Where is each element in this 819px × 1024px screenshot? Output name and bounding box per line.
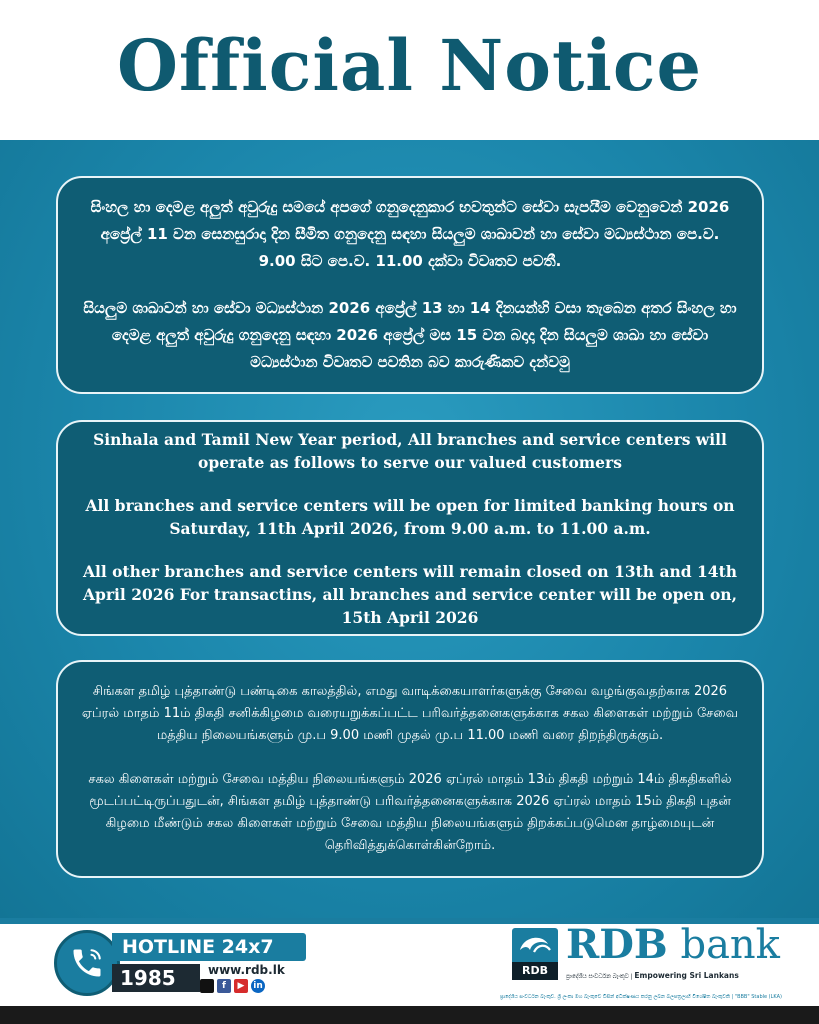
tamil-paragraph-1: சிங்கள தமிழ் புத்தாண்டு பண்டிகை காலத்தில், எமது வாடிக்கையாளர்களுக்கு சேவை வழங்குவதற்காக 2026 ஏப்ரல் மாதம் 11ம் திகதி சனிக்கிழமை வரையறுக்கப்பட்ட பரிவர்த்தனைகளுக்காக சகல கிளைகள் மற்றும் சேவை மத்திய நிலையங்களும் மு.ப 9.00 மணி முதல் மு.ப 11.00 மணி வரை திறந்திருக்கும். xyxy=(81,684,739,743)
youtube-icon[interactable]: ▶ xyxy=(234,979,248,993)
bottom-bar xyxy=(0,1006,819,1024)
sinhala-notice-panel xyxy=(56,176,764,394)
hotline-number[interactable]: 1985 xyxy=(112,964,200,992)
linkedin-icon[interactable]: in xyxy=(251,979,265,993)
brand-rest: bank xyxy=(667,922,780,968)
header xyxy=(0,0,819,140)
sinhala-paragraph-1: සිංහල හා දෙමළ අලුත් අවුරුදු සමයේ අපගේ ගනුදෙනුකාර භවතුන්ට සේවා සැපයීම වෙනුවෙන් 2026 අප්‍රේල් 11 වන සෙනසුරාදා දින සීමිත ගනුදෙනු සඳහා සියලුම ශාඛාවන් හා සේවා මධ්‍යස්ථාන පෙ.ව. 9.00 සිට පෙ.ව. 11.00 දක්වා විවෘතව පවතී. xyxy=(90,198,730,270)
page-title: Official Notice xyxy=(116,23,703,107)
brand-bold: RDB xyxy=(566,921,668,968)
tagline: ප්‍රාදේශීය සංවර්ධන බැංකුව | Empowering Sri Lankans xyxy=(566,971,739,980)
phone-icon xyxy=(54,930,120,996)
english-paragraph-3: All other branches and service centers will remain closed on 13th and 14th April 2026 For transactins, all branches and service center will be open on, 15th April 2026 xyxy=(82,561,738,627)
tagline-sinhala: ප්‍රාදේශීය සංවර්ධන බැංකුව xyxy=(566,974,629,980)
logo-short-label: RDB xyxy=(512,962,558,980)
brand-name xyxy=(566,921,780,968)
tagline-english: Empowering Sri Lankans xyxy=(634,971,739,980)
tamil-paragraph-2: சகல கிளைகள் மற்றும் சேவை மத்திய நிலையங்களும் 2026 ஏப்ரல் மாதம் 13ம் திகதி மற்றும் 14ம் திகதிகளில் மூடப்பட்டிருப்பதுடன், சிங்கள தமிழ் புத்தாண்டு பரிவர்த்தனைகளுக்காக 2026 ஏப்ரல் மாதம் 15ம் திகதி புதன் கிழமை மீண்டும் சகல கிளைகள் மற்றும் சேவை மத்திய நிலையங்களும் திறக்கப்படுமென தாழ்மையுடன் தெரிவித்துக்கொள்கின்றோம். xyxy=(88,772,732,853)
facebook-icon[interactable]: f xyxy=(217,979,231,993)
x-icon[interactable] xyxy=(200,979,214,993)
english-paragraph-1: Sinhala and Tamil New Year period, All branches and service centers will operate as follows to serve our valued customers xyxy=(93,429,727,472)
tamil-notice-panel xyxy=(56,660,764,878)
english-paragraph-2: All branches and service centers will be open for limited banking hours on Saturday, 11th April 2026, from 9.00 a.m. to 11.00 a.m. xyxy=(85,495,735,538)
sinhala-paragraph-2: සියලුම ශාඛාවන් හා සේවා මධ්‍යස්ථාන 2026 අප්‍රේල් 13 හා 14 දිනයන්හි වසා තැබෙන අතර සිංහල හා දෙමළ අලුත් අවුරුදු ගනුදෙනු සඳහා 2026 අප්‍රේල් මස 15 වන බදාදා දින සියලුම ශාඛා හා සේවා මධ්‍යස්ථාන විවෘතව පවතින බව කාරුණිකව දන්වමු xyxy=(83,299,737,371)
social-links xyxy=(200,979,265,993)
english-notice-panel xyxy=(56,420,764,636)
hotline-label: HOTLINE 24x7 xyxy=(112,933,306,961)
website-link[interactable]: www.rdb.lk xyxy=(208,963,285,977)
fine-print: ප්‍රාදේශීය සංවර්ධන බැංකුව. ශ්‍රී ලංකා මහ බැංකුවේ විසින් අධීක්ෂණය කරනු ලබන බලපත්‍රලාභී විශේෂිත බැංකුවකි | "BBB" Stable (LKA) xyxy=(500,994,782,1000)
